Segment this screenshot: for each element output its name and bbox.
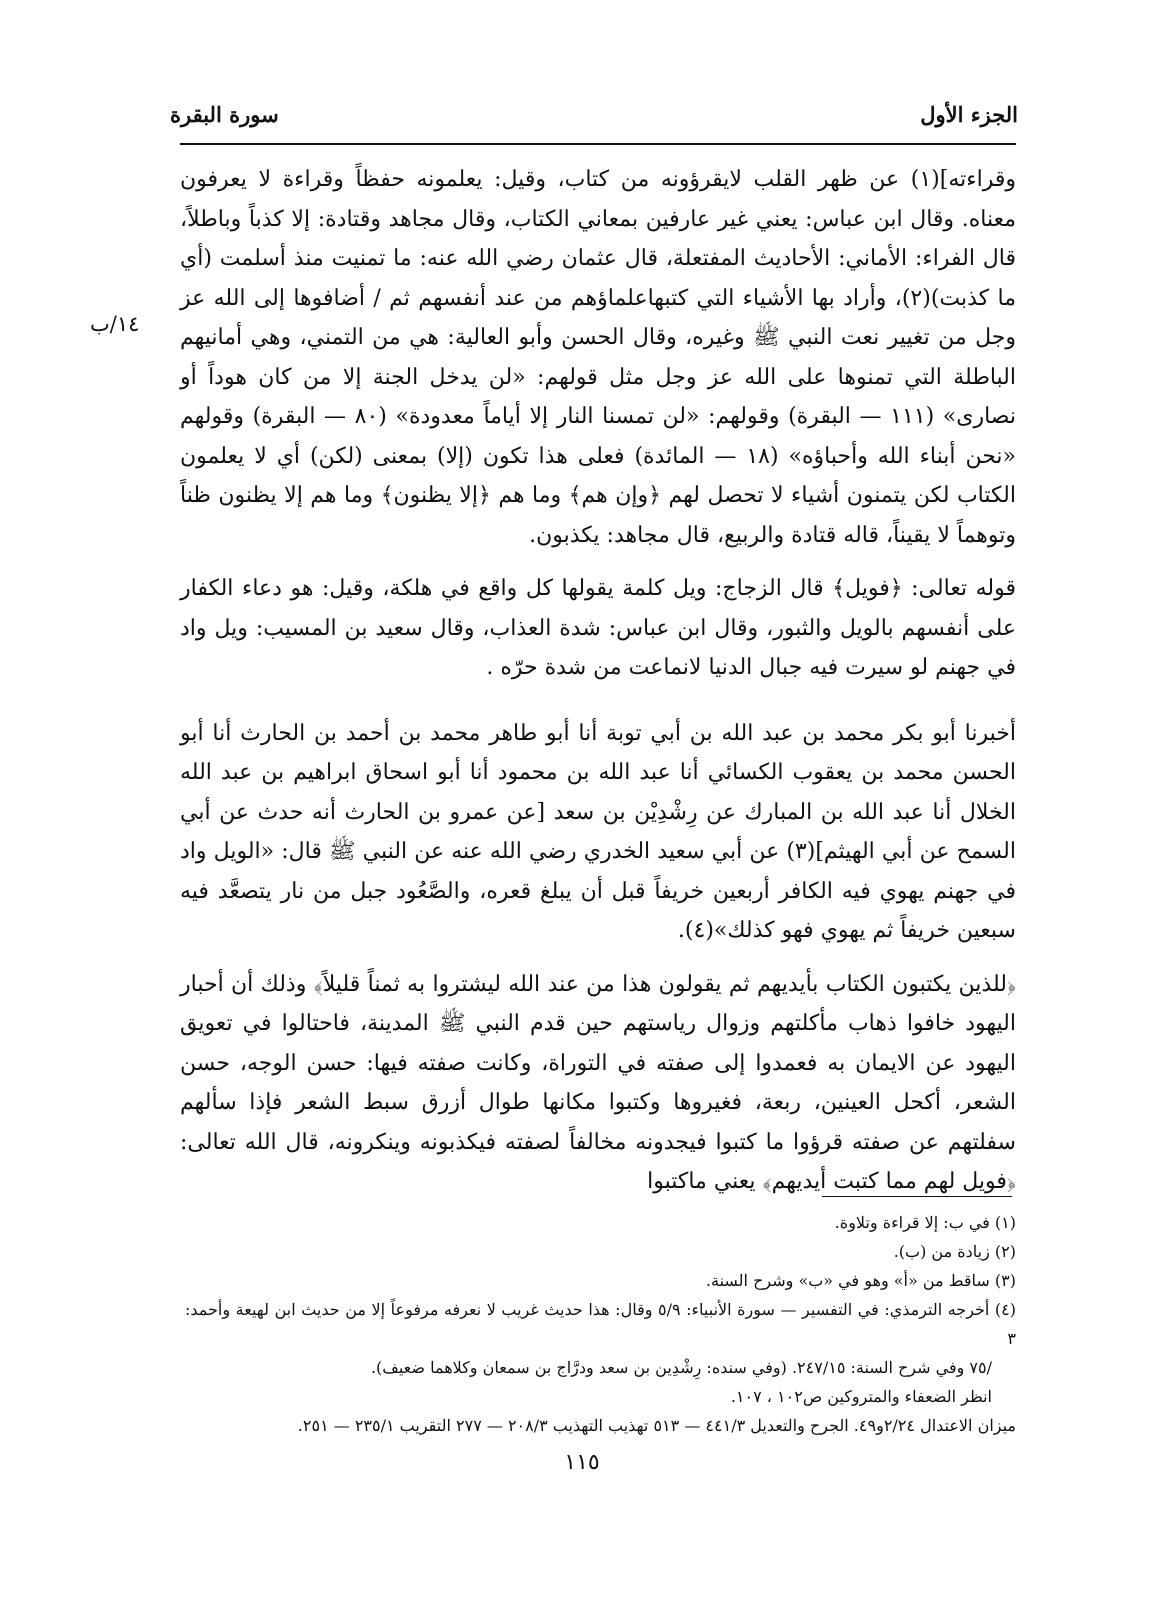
running-header-part: الجزء الأول: [920, 102, 1018, 127]
manuscript-folio-marker: ١٤/ب: [90, 312, 140, 336]
footnote-4-cont-1: /٧٥ وفي شرح السنة: ٢٤٧/١٥. (وفي سنده: رِشْدِين بن سعد ودرَّاج بن سمعان وكلاهما ضعيف).: [370, 1358, 992, 1377]
footnote-rule: [822, 1196, 1012, 1197]
footnote-4-cont-3: ميزان الاعتدال ٢/٢٤و٤٩. الجرح والتعديل ٤٤١/٣ — ٥١٣ تهذيب التهذيب ٢٠٨/٣ — ٢٧٧ التقريب ٢٣٥/١ — ٢٥١.: [297, 1416, 1016, 1435]
footnotes: [185, 1208, 1016, 1440]
footnote-2: (٢) زيادة من (ب).: [893, 1242, 1016, 1261]
header-rule: [180, 143, 1016, 145]
running-header-surah: سورة البقرة: [170, 102, 279, 127]
footnote-1: (١) في ب: إلا قراءة وتلاوة.: [834, 1213, 1016, 1232]
paragraph-3: أخبرنا أبو بكر محمد بن عبد الله بن أبي توبة أنا أبو طاهر محمد بن أحمد بن الحارث أنا أبو الحسن محمد بن يعقوب الكسائي أنا عبد الله بن محمود أنا أبو اسحاق ابراهيم بن عبد الله الخلال أنا عبد الله بن المبارك عن رِشْدِيْن بن سعد [عن عمرو بن الحارث أنه حدث عن أبي السمح عن أبي الهيثم](٣) عن أبي سعيد الخدري رضي الله عنه عن النبي ﷺ قال: «الويل واد في جهنم يهوي فيه الكافر أربعين خريفاً قبل أن يبلغ قعره، والصَّعُود جبل من نار يتصعَّد فيه سبعين خريفاً ثم يهوي فهو كذلك»(٤).: [180, 720, 1016, 943]
footnote-4-cont-2: انظر الضعفاء والمتروكين ص١٠٢ ، ١٠٧.: [730, 1387, 992, 1406]
footnote-3: (٣) ساقط من «أ» وهو في «ب» وشرح السنة.: [705, 1271, 1016, 1290]
page-number: ١١٥: [564, 1450, 600, 1475]
paragraph-4: ﴿للذين يكتبون الكتاب بأيديهم ثم يقولون هذا من عند الله ليشتروا به ثمناً قليلاً﴾ وذلك أن أحبار اليهود خافوا ذهاب مأكلتهم وزوال رياستهم حين قدم النبي ﷺ المدينة، فاحتالوا في تعويق اليهود عن الايمان به فعمدوا إلى صفته في التوراة، وكانت صفته فيها: حسن الوجه، حسن الشعر، أكحل العينين، ربعة، فغيروها وكتبوا مكانها طوال أزرق سبط الشعر فإذا سألهم سفلتهم عن صفته قرؤوا ما كتبوا فيجدونه مخالفاً لصفته فيكذبونه وينكرونه، قال الله تعالى: ﴿فويل لهم مما كتبت أيديهم﴾ يعني ماكتبوا: [180, 971, 1016, 1194]
main-text: [180, 160, 1016, 1202]
paragraph-1: وقراءته](١) عن ظهر القلب لايقرؤونه من كتاب، وقيل: يعلمونه حفظاً وقراءة لا يعرفون معناه. وقال ابن عباس: يعني غير عارفين بمعاني الكتاب، وقال مجاهد وقتادة: إلا كذباً وباطلاً، قال الفراء: الأماني: الأحاديث المفتعلة، قال عثمان رضي الله عنه: ما تمنيت منذ أسلمت (أي ما كذبت)(٢)، وأراد بها الأشياء التي كتبهاعلماؤهم من عند أنفسهم ثم / أضافوها إلى الله عز وجل من تغيير نعت النبي ﷺ وغيره، وقال الحسن وأبو العالية: هي من التمني، وهي أمانيهم الباطلة التي تمنوها على الله عز وجل مثل قولهم: «لن يدخل الجنة إلا من كان هوداً أو نصارى» (١١١ — البقرة) وقولهم: «لن تمسنا النار إلا أياماً معدودة» (٨٠ — البقرة) وقولهم «نحن أبناء الله وأحباؤه» (١٨ — المائدة) فعلى هذا تكون (إلا) بمعنى (لكن) أي لا يعلمون الكتاب لكن يتمنون أشياء لا تحصل لهم ﴿وإن هم﴾ وما هم ﴿إلا يظنون﴾ وما هم إلا يظنون ظناً وتوهماً لا يقيناً، قاله قتادة والربيع، قال مجاهد: يكذبون.: [180, 167, 1016, 548]
footnote-4: (٤) أخرجه الترمذي: في التفسير — سورة الأنبياء: ٥/٩ وقال: هذا حديث غريب لا نعرفه مرفوعاً إلا من حديث ابن لهيعة وأحمد: ٣: [185, 1300, 1017, 1348]
paragraph-2: قوله تعالى: ﴿فويل﴾ قال الزجاج: ويل كلمة يقولها كل واقع في هلكة، وقيل: هو دعاء الكفار على أنفسهم بالويل والثبور، وقال ابن عباس: شدة العذاب، وقال سعيد بن المسيب: ويل واد في جهنم لو سيرت فيه جبال الدنيا لانماعت من شدة حرّه .: [180, 576, 1017, 680]
